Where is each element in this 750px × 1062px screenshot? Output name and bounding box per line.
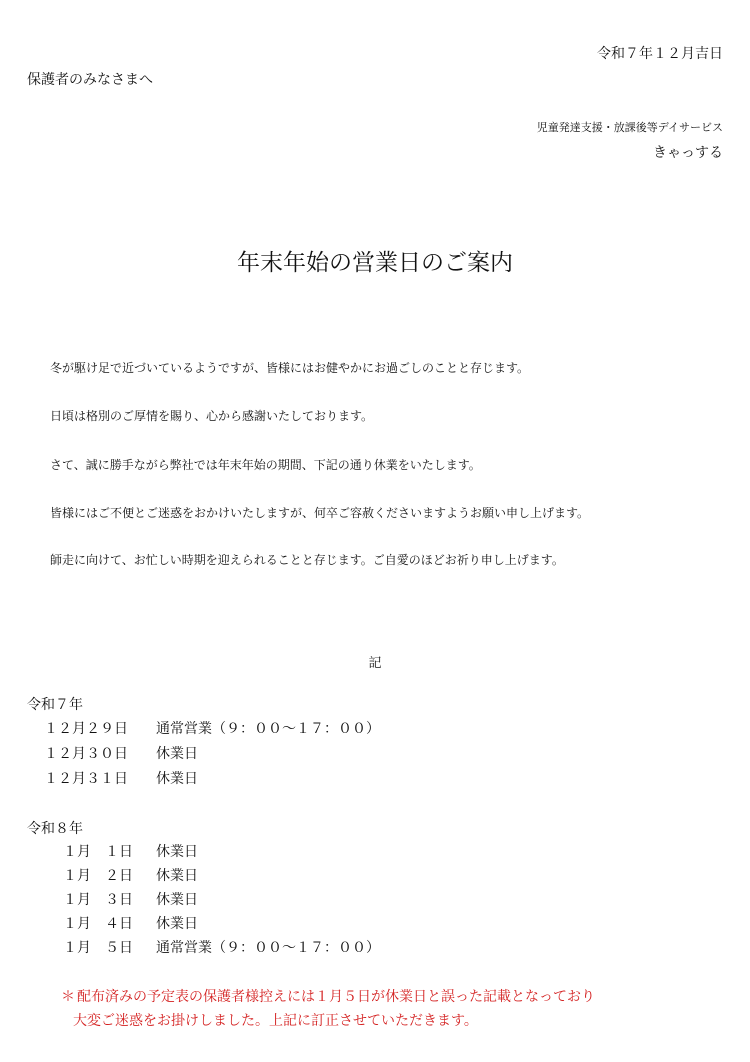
schedule-date: １月 ３日	[63, 892, 133, 908]
schedule-status: 通常営業（９：００〜１７：００）	[156, 721, 380, 737]
schedule-status: 休業日	[156, 892, 198, 908]
body-paragraph-2: 日頃は格別のご厚情を賜り、心から感謝いたしております。	[50, 409, 374, 423]
schedule-date: １２月３１日	[44, 771, 128, 787]
schedule-date: １２月２９日	[44, 721, 128, 737]
schedule-date: １月 ４日	[63, 916, 133, 932]
schedule-status: 休業日	[156, 868, 198, 884]
recipient-line: 保護者のみなさまへ	[27, 72, 153, 88]
schedule-status: 休業日	[156, 746, 198, 762]
notice-line-2	[61, 1009, 595, 1033]
schedule-date: １２月３０日	[44, 746, 128, 762]
body-paragraph-4: 皆様にはご不便とご迷惑をおかけいたしますが、何卒ご容赦くださいますようお願い申し上げます。	[50, 506, 590, 520]
body-paragraph-3: さて、誠に勝手ながら弊社では年末年始の期間、下記の通り休業をいたします。	[50, 458, 481, 472]
schedule-date: １月 １日	[63, 844, 133, 860]
notice-text-1: 配布済みの予定表の保護者様控えには１月５日が休業日と誤った記載となっており	[77, 989, 595, 1005]
schedule-status: 休業日	[156, 844, 198, 860]
document-date: 令和７年１２月吉日	[597, 46, 723, 62]
body-paragraph-5: 師走に向けて、お忙しい時期を迎えられることと存じます。ご自愛のほどお祈り申し上げます。	[50, 553, 564, 567]
schedule-date: １月 ２日	[63, 868, 133, 884]
document-title: 年末年始の営業日のご案内	[237, 250, 513, 276]
schedule-status: 休業日	[156, 916, 198, 932]
asterisk-mark: ＊	[61, 989, 75, 1005]
schedule-status: 休業日	[156, 771, 198, 787]
year-label-r7: 令和７年	[27, 697, 83, 713]
schedule-date: １月 ５日	[63, 940, 133, 956]
correction-notice	[61, 985, 595, 1033]
year-label-r8: 令和８年	[27, 821, 83, 837]
body-paragraph-1: 冬が駆け足で近づいているようですが、皆様にはお健やかにお過ごしのことと存じます。	[50, 361, 530, 375]
facility-name: きゃっする	[653, 145, 723, 161]
notice-line-1	[61, 985, 595, 1009]
schedule-status: 通常営業（９：００〜１７：００）	[156, 940, 380, 956]
notice-text-2: 大変ご迷惑をお掛けしました。上記に訂正させていただきます。	[73, 1013, 478, 1029]
ki-heading: 記	[368, 656, 382, 671]
organization-name: 児童発達支援・放課後等デイサービス	[536, 121, 723, 134]
